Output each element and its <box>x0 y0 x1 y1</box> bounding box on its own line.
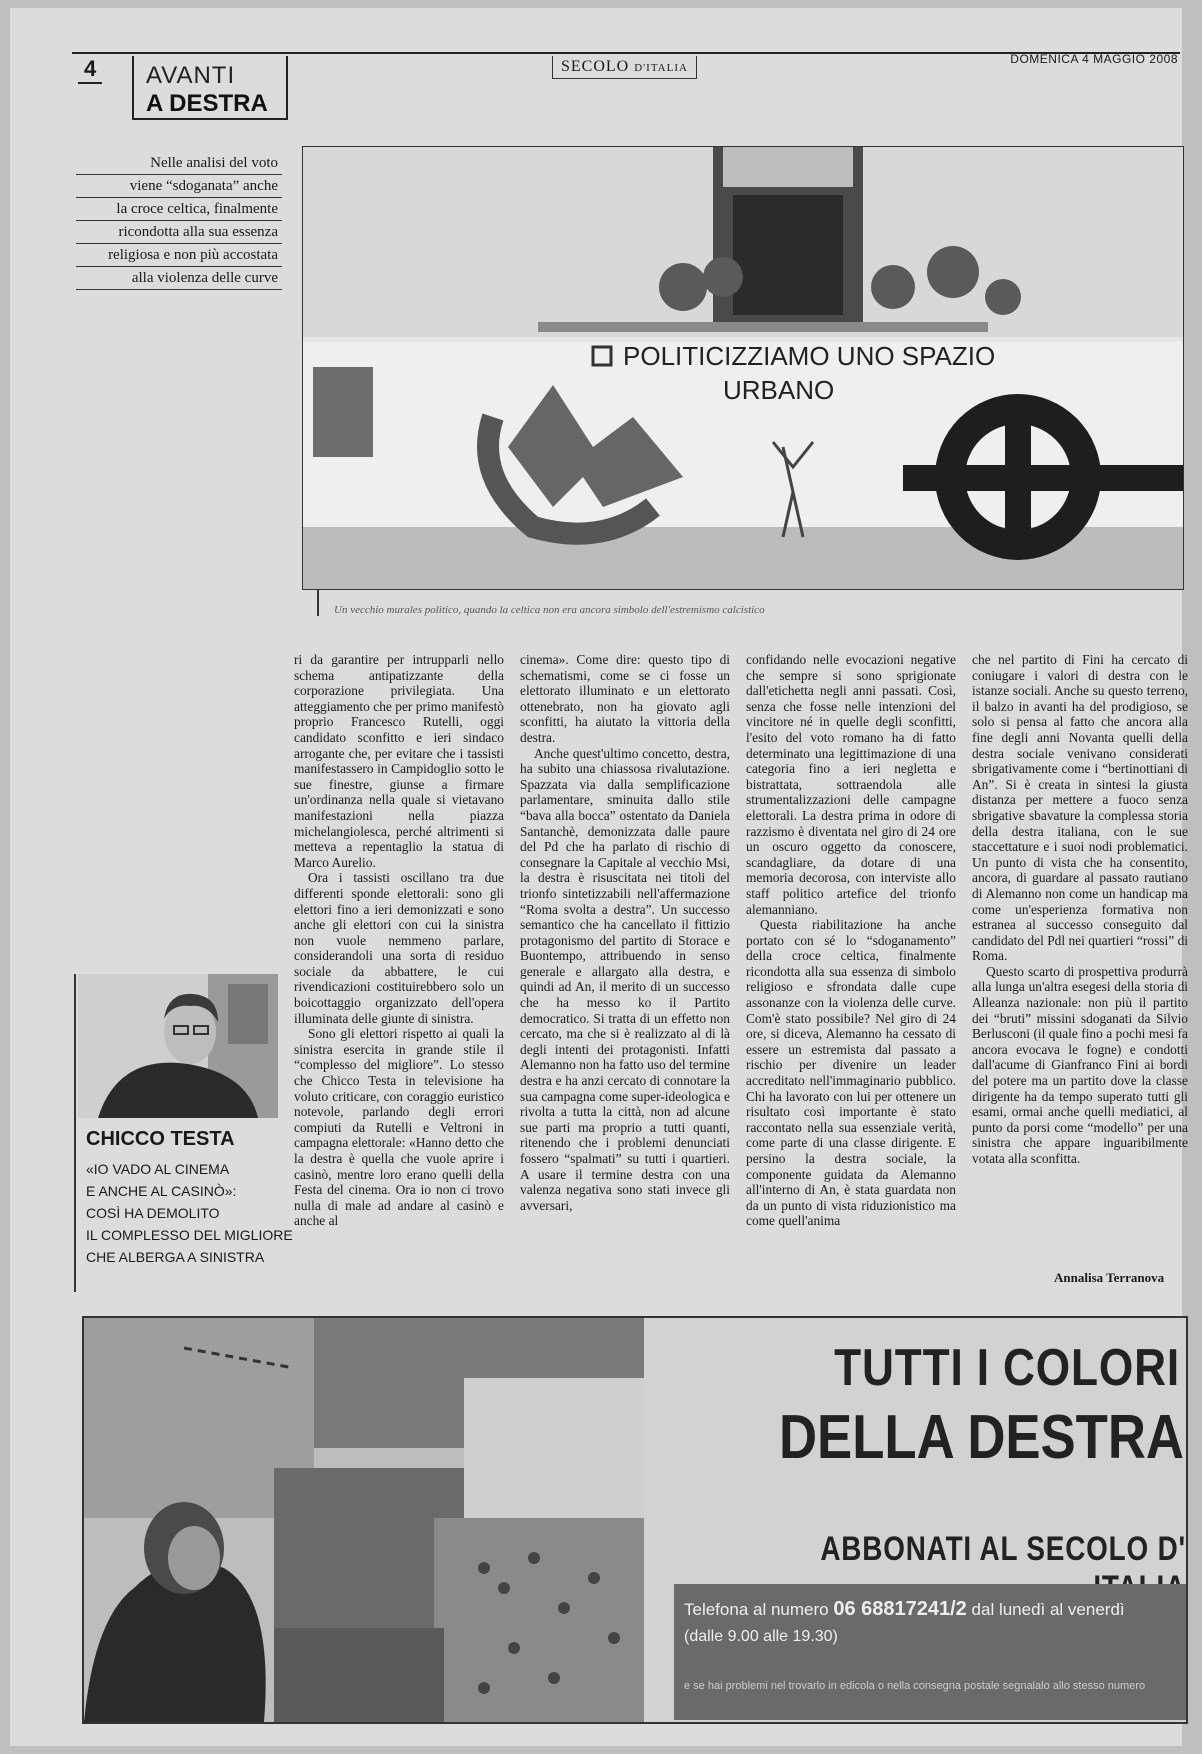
mural-illustration <box>303 147 1183 589</box>
kicker-line: viene “sdoganata” anche <box>76 175 282 198</box>
ad-note: e se hai problemi nel trovarlo in edicola o nella consegna postale segnalalo allo stesso numero <box>684 1680 1146 1692</box>
ad-phone-prefix: Telefona al numero <box>684 1600 829 1619</box>
page-number: 4 <box>78 56 102 84</box>
sidebar-quote-line: COSÌ HA DEMOLITO <box>86 1205 220 1221</box>
sidebar-quote-line: CHE ALBERGA A SINISTRA <box>86 1249 265 1265</box>
paragraph: che nel partito di Fini ha cercato di coniugare i valori di destra con le istanze sociali. Anche su questo terreno, il balzo in avanti ha del prodigioso, se solo si pensa al fatto che ancora alla fine degli anni Novanta quelli della destra sociale venivano considerati sbrigativamente come i “bertinottiani di An”. Si è creata in sintesi la giusta distanza per mettere a fuoco senza sbrigative sbavature la complessa storia della destra italiana, con le sue staccettature e i suoi nodi problematici. Un punto di vista che ha consentito, ancora, di guardare al passato rautiano di Alemanno non come un handicap ma come un'esperienza formativa non estranea al successo conseguito dal candidato del Pdl nei quartieri “rossi” di Roma. <box>972 652 1188 964</box>
kicker-line: ricondotta alla sua essenza <box>76 221 282 244</box>
ad-subtitle: ABBONATI AL SECOLO D' <box>820 1530 1186 1568</box>
paragraph: confidando nelle evocazioni negative che sempre si sono sprigionate dall'etichetta negli anni passati. Così, senza che fosse nelle intenzioni del vincitore né in quelle degli sconfitti, l'esito del voto romano ha di fatto determinato una legittimazione di una categoria fino a ieri negletta e bistrattata, sottraendola alle strumentalizzazioni delle campagne elettorali. La destra prima in odore di razzismo è diventata nel giro di 24 ore un oscuro oggetto da conoscere, scandagliare, da dotare di una memoria decorosa, con interviste allo staff politico artefice del trionfo alemanniano. <box>746 652 956 917</box>
article-column-1 <box>294 652 504 1229</box>
ad-collage <box>84 1318 644 1722</box>
portrait-photo <box>78 974 278 1118</box>
ad-phone-number: 06 68817241/2 <box>833 1598 967 1620</box>
paragraph: Questo scarto di prospettiva produrrà alla lunga un'altra esegesi della storia di Alleanza nazionale: non più il partito dei “bruti” missini sdoganati da Silvio Berlusconi (il quale fino a pochi mesi fa ancora evocava le fogne) e condotti dall'acume di Gianfranco Fini ai bordi del potere ma un partito dove la classe dirigente ha da tempo superato tutti gli esami, ormai anche quelli mediatici, al punto da porsi come “modello” per una sinistra che appare inguaribilmente votata alla sconfitta. <box>972 963 1188 1166</box>
author-signature: Annalisa Terranova <box>1054 1270 1165 1285</box>
masthead <box>552 56 697 79</box>
sidebar-quote <box>86 1158 293 1268</box>
portrait-illustration <box>78 974 278 1118</box>
article-column-3 <box>746 652 956 1229</box>
paragraph: ri da garantire per intrupparli nello schema antipatizzante della corporazione privilegiata. Una atteggiamento che per primo manifestò proprio Francesco Rutelli, oggi candidato sconfitto e ieri sindaco arrogante che, per evitare che i tassisti manifestassero in Campidoglio sotto le sue finestre, giunse a firmare un'ordinanza nella quale si vietavano manifestazioni nella piazza michelangiolesca, perché altrimenti si metteva a repentaglio la statua di Marco Aurelio. <box>294 652 504 870</box>
kicker-line: la croce celtica, finalmente <box>76 198 282 221</box>
sidebar-quote-line: E ANCHE AL CASINÒ»: <box>86 1183 237 1199</box>
subscription-ad <box>82 1316 1188 1724</box>
article-column-4 <box>972 652 1188 1167</box>
paragraph: Questa riabilitazione ha anche portato con sé lo “sdoganamento” della croce celtica, finalmente ricondotta alla sua essenza di simbolo religioso e sfrondata dalle cupe assonanze con la violenza delle curve. Com'è stato possibile? Nel giro di 24 ore, si diceva, Alemanno ha cessato di essere un estremista dal passato a rischio per divenire un leader accreditato nell'immaginario pubblico. Chi ha lavorato con lui per ottenere un risultato così importante è stato raccontato nella sua essenziale verità, come parte di una classe dirigente. E persino la destra sociale, la componente guidata da Alemanno all'interno di An, è stata guardata non da un punto di vista riduzionistico ma come quell'anima <box>746 917 956 1229</box>
kicker-line: alla violenza delle curve <box>76 267 282 290</box>
ad-title-line1: TUTTI I COLORI <box>834 1339 1180 1397</box>
paragraph: Ora i tassisti oscillano tra due differenti sponde elettorali: sono gli elettori fino a ieri demonizzati e sono anche gli elettori con cui la sinistra non vuole nemmeno parlare, considerandoli una sorta di residuo sociale da abbattere, le cui rivendicazioni costituirebbero solo un boicottaggio organizzato dell'opera illuminata delle giunte di sinistra. <box>294 870 504 1026</box>
paragraph: Sono gli elettori rispetto ai quali la sinistra esercita in grande stile il “complesso del migliore”. Lo stesso che Chicco Testa in televisione ha voluto criticare, con coraggio euristico notevole, parlando degli errori compiuti da Rutelli e Veltroni in campagna elettorale: «Hanno detto che la destra è quella che vuole aprire i casinò, mentre loro erano quelli della Festa del cinema. Ora io non ci trovo nulla di male ad andare al casinò e anche al <box>294 1026 504 1229</box>
ad-title-line2: DELLA DESTRA <box>778 1403 1184 1472</box>
ad-collage-illustration <box>84 1318 644 1722</box>
section-title-line1: AVANTI <box>146 62 236 89</box>
sidebar-quote-line: «IO VADO AL CINEMA <box>86 1161 230 1177</box>
kicker-box <box>76 152 282 290</box>
masthead-small: D'ITALIA <box>634 62 688 74</box>
kicker-line: Nelle analisi del voto <box>76 152 282 175</box>
ad-phone <box>684 1598 1125 1621</box>
kicker-line: religiosa e non più accostata <box>76 244 282 267</box>
issue-date: DOMENICA 4 MAGGIO 2008 <box>1010 52 1178 66</box>
ad-contact-band <box>674 1584 1186 1720</box>
mural-text-line2: URBANO <box>723 375 835 405</box>
photo-caption: Un vecchio murales politico, quando la celtica non era ancora simbolo dell'estremismo calcistico <box>334 604 765 616</box>
sidebar-quote-line: IL COMPLESSO DEL MIGLIORE <box>86 1227 293 1243</box>
masthead-main: SECOLO <box>561 58 630 75</box>
ad-hours: (dalle 9.00 alle 19.30) <box>684 1628 838 1645</box>
sidebar-name: CHICCO TESTA <box>86 1128 235 1150</box>
mural-photo <box>302 146 1184 590</box>
ad-phone-suffix: dal lunedì al venerdì <box>971 1600 1125 1619</box>
mural-text-line1: POLITICIZZIAMO UNO SPAZIO <box>623 341 996 371</box>
section-title-line2: A DESTRA <box>146 90 268 117</box>
caption-rule <box>317 590 319 616</box>
paragraph: Anche quest'ultimo concetto, destra, ha subito una chiassosa rivalutazione. Spazzata via dalla semplificazione parlamentare, sminuita dallo stile “bava alla bocca” ostentato da Daniela Santanchè, demonizzata dalle paure del Pd che ha parlato di rischio di consegnare la Capitale al vecchio Msi, la destra è risuscitata nei titoli del trionfo sintetizzabili nell'affermazione “Roma svolta a destra”. Un successo semantico che ha cancellato il fittizio protagonismo del partito di Storace e Buontempo, attribuendo in senso generale e allargato alla destra, e quindi ad An, il merito di un successo che ha messo ko il Partito democratico. Si tratta di un effetto non cercato, ma che si è realizzato al di là degli intenti dei protagonisti. Infatti Alemanno non ha fatto uso del termine destra e ha anzi cercato di connotare la sua campagna come super-ideologica e rivolta a tutta la città, non ad alcune sue parti ma proprio a tutti quanti, ritenendo che i problemi denunciati fossero “spalmati” su tutti i quartieri. A usare il termine destra con una valenza negativa sono stati invece gli avversari, <box>520 745 730 1213</box>
article-column-2 <box>520 652 730 1213</box>
paragraph: cinema». Come dire: questo tipo di schematismi, come se ci fosse un elettorato illuminato e un elettorato ottenebrato, non ha giovato agli sconfitti, ha aiutato la vittoria della destra. <box>520 652 730 745</box>
